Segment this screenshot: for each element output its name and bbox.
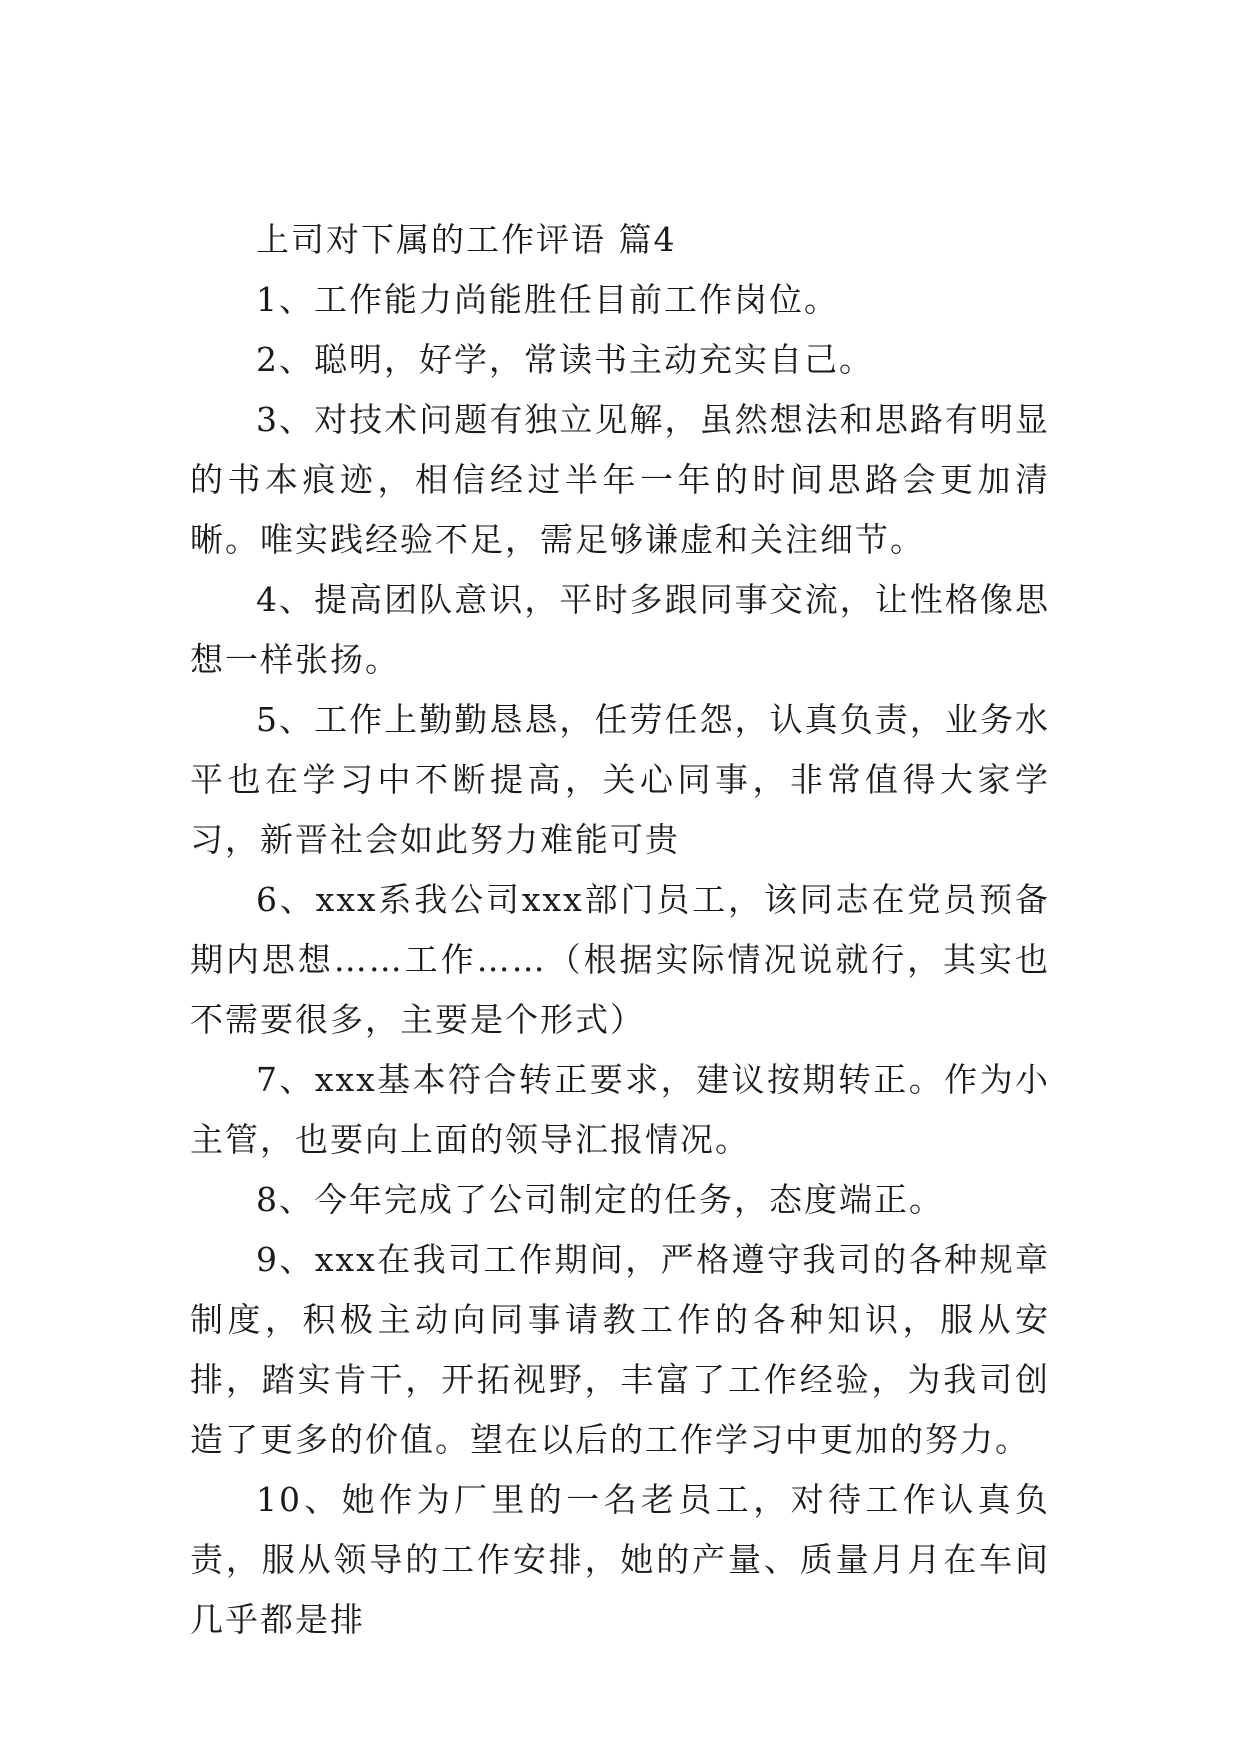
- paragraph-5: 5、工作上勤勤恳恳，任劳任怨，认真负责，业务水平也在学习中不断提高，关心同事，非常值得大家学习，新晋社会如此努力难能可贵: [190, 700, 1050, 859]
- paragraph-2: 2、聪明，好学，常读书主动充实自己。: [256, 340, 874, 379]
- paragraph-6: 6、xxx系我公司xxx部门员工，该同志在党员预备期内思想……工作……（根据实际情况说就行，其实也不需要很多，主要是个形式）: [190, 880, 1050, 1039]
- paragraph-3: 3、对技术问题有独立见解，虽然想法和思路有明显的书本痕迹，相信经过半年一年的时间思路会更加清晰。唯实践经验不足，需足够谦虚和关注细节。: [190, 400, 1050, 559]
- paragraph-9: 9、xxx在我司工作期间，严格遵守我司的各种规章制度，积极主动向同事请教工作的各种知识，服从安排，踏实肯干，开拓视野，丰富了工作经验，为我司创造了更多的价值。望在以后的工作学习中更加的努力。: [190, 1240, 1050, 1459]
- document-page: [190, 210, 1050, 1650]
- paragraph-4: 4、提高团队意识，平时多跟同事交流，让性格像思想一样张扬。: [190, 580, 1050, 679]
- paragraph-1: 1、工作能力尚能胜任目前工作岗位。: [256, 280, 839, 319]
- document-title: 上司对下属的工作评语 篇4: [256, 220, 677, 259]
- paragraph-7: 7、xxx基本符合转正要求，建议按期转正。作为小主管，也要向上面的领导汇报情况。: [190, 1060, 1050, 1159]
- paragraph-10: 10、她作为厂里的一名老员工，对待工作认真负责，服从领导的工作安排，她的产量、质量月月在车间几乎都是排: [190, 1480, 1050, 1639]
- paragraph-8: 8、今年完成了公司制定的任务，态度端正。: [256, 1180, 944, 1219]
